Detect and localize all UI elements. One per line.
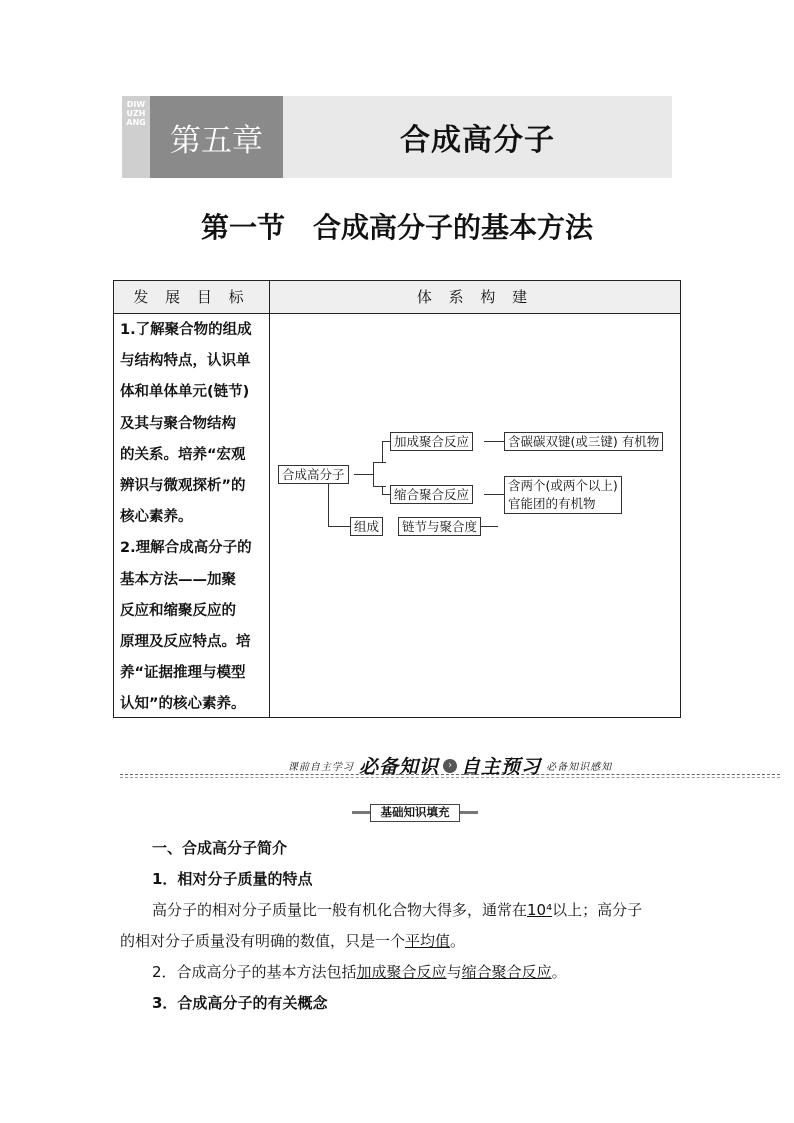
connector	[373, 486, 386, 487]
goal-table	[113, 280, 681, 718]
map-node-composition-desc: 链节与聚合度	[398, 517, 481, 536]
goal-line: 2.理解合成高分子的	[120, 540, 252, 557]
map-node-addition: 加成聚合反应	[390, 432, 473, 451]
para-1-text-b: 以上；高分子	[552, 901, 643, 919]
connector	[484, 441, 504, 442]
goal-line: 与结构特点，认识单	[120, 353, 251, 370]
goal-line: 原理及反应特点。培	[120, 634, 251, 651]
connector	[382, 441, 383, 463]
map-node-root: 合成高分子	[278, 465, 349, 484]
header-system: 体 系 构 建	[416, 288, 534, 306]
para-1-number: 10⁴	[527, 901, 553, 919]
chapter-number: 第五章	[150, 96, 283, 178]
divider-text	[120, 752, 780, 779]
divider-big-left: 必备知识	[358, 756, 439, 778]
item-2-condensation: 缩合聚合反应	[461, 963, 552, 981]
item-2-end: 。	[551, 963, 567, 981]
para-1-end: 。	[450, 932, 466, 950]
heading-1: 一、合成高分子简介	[152, 839, 288, 857]
item-1: 1．相对分子质量的特点	[152, 870, 313, 888]
goal-line: 认知”的核心素养。	[120, 696, 246, 713]
goal-line: 体和单体单元(链节)	[120, 384, 250, 401]
connector	[373, 462, 386, 463]
divider-right-small: 必备知识感知	[546, 762, 613, 773]
goal-line: 及其与聚合物结构	[120, 415, 236, 432]
connector	[328, 482, 329, 526]
map-node-condensation-desc	[504, 476, 622, 514]
item-2-text: 2．合成高分子的基本方法包括	[152, 963, 357, 981]
banner-side-text: DIWUZHANG	[126, 100, 146, 127]
condensation-desc-line: 含两个(或两个以上)	[508, 478, 618, 493]
goal-line: 1.了解聚合物的组成	[120, 322, 252, 338]
header-goals: 发 展 目 标	[133, 288, 250, 306]
paragraph-1-line-2	[120, 930, 680, 951]
connector	[484, 494, 504, 495]
goal-line: 养“证据推理与模型	[120, 665, 246, 682]
section-divider	[120, 752, 780, 782]
condensation-desc-line: 官能团的有机物	[508, 496, 596, 511]
goal-line: 基本方法——加聚	[120, 571, 236, 588]
fill-tag-label: 基础知识填充	[370, 804, 460, 822]
goal-line: 的关系。培养“宏观	[120, 446, 246, 463]
goal-line: 辨识与微观探析”的	[120, 478, 246, 495]
paragraph-1-line-1	[152, 899, 692, 920]
goal-line: 反应和缩聚反应的	[120, 602, 236, 619]
item-3: 3．合成高分子的有关概念	[152, 994, 328, 1012]
section-number: 第一节	[200, 211, 285, 244]
section-name: 合成高分子的基本方法	[313, 211, 594, 244]
connector	[382, 441, 390, 442]
connector	[328, 526, 350, 527]
para-1-text: 高分子的相对分子质量比一般有机化合物大得多，通常在	[152, 901, 528, 919]
divider-left-small: 课前自主学习	[287, 762, 354, 773]
connector	[354, 474, 374, 475]
item-2	[152, 961, 712, 982]
map-node-composition: 组成	[350, 517, 383, 536]
map-node-condensation: 缩合聚合反应	[390, 485, 473, 504]
connector	[382, 486, 383, 494]
connector	[373, 462, 374, 486]
chevron-right-icon: ›	[443, 759, 457, 773]
concept-map	[270, 314, 680, 717]
divider-big-right: 自主预习	[461, 756, 542, 778]
fill-tag	[352, 804, 478, 820]
chapter-title: 合成高分子	[400, 123, 555, 158]
item-2-mid: 与	[446, 963, 462, 981]
para-1-text-c: 的相对分子质量没有明确的数值，只是一个	[120, 932, 406, 950]
chapter-banner	[122, 96, 672, 178]
para-1-average: 平均值	[405, 932, 451, 950]
item-2-addition: 加成聚合反应	[356, 963, 447, 981]
connector	[382, 494, 390, 495]
map-node-addition-desc: 含碳碳双键(或三键) 有机物	[504, 432, 663, 451]
banner-side-strip	[122, 96, 150, 178]
section-title	[0, 206, 794, 246]
goal-line: 核心素养。	[120, 509, 193, 526]
goal-list	[120, 315, 266, 721]
